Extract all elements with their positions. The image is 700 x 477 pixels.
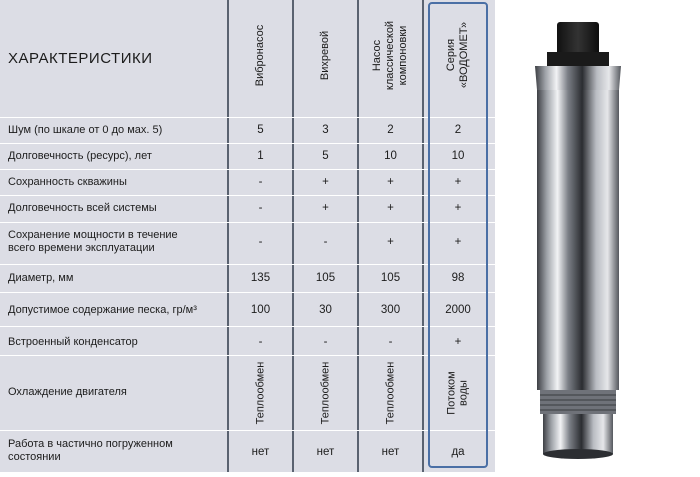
table-cell: - (323, 236, 328, 248)
pump-body (537, 90, 619, 390)
table-cell: 1 (257, 150, 264, 162)
table-cell: 2 (454, 124, 462, 136)
row-label-well-safety: Сохранность скважины (8, 175, 127, 188)
row-divider (0, 169, 495, 170)
table-cell: 98 (451, 272, 465, 284)
table-cell: + (387, 236, 394, 248)
table-cell: - (258, 176, 263, 188)
pump-image (495, 0, 700, 472)
table-cell: - (258, 336, 263, 348)
row-label-motor-cooling: Охлаждение двигателя (8, 385, 127, 398)
row-label-sand-content: Допустимое содержание песка, гр/м³ (8, 303, 197, 316)
table-cell: нет (251, 446, 270, 458)
table-cell: + (454, 236, 462, 248)
pump-collar (547, 52, 609, 66)
table-cell: 10 (451, 150, 465, 162)
row-divider (0, 355, 495, 356)
row-label-capacitor: Встроенный конденсатор (8, 335, 138, 348)
row-label-diameter: Диаметр, мм (8, 271, 74, 284)
column-header-vodomet: Серия «ВОДОМЕТ» (445, 21, 471, 89)
table-cell: 5 (257, 124, 264, 136)
row-divider (0, 195, 495, 196)
column-header-vortex: Вихревой (318, 30, 331, 80)
table-cell: 5 (322, 150, 329, 162)
table-cell: нет (316, 446, 335, 458)
table-title: ХАРАКТЕРИСТИКИ (8, 50, 153, 67)
table-cell: + (322, 176, 329, 188)
table-cell: + (322, 202, 329, 214)
table-cell: 135 (250, 272, 271, 284)
table-cell: - (258, 236, 263, 248)
row-divider (0, 326, 495, 327)
pump-head (535, 66, 621, 90)
table-cell: Теплообмен (254, 361, 267, 425)
row-label-noise: Шум (по шкале от 0 до мах. 5) (8, 123, 163, 136)
row-label-power-retention: Сохранение мощности в течение всего времени эксплуатации (8, 229, 178, 254)
table-cell: - (258, 202, 263, 214)
column-header-vibro: Вибронасос (253, 24, 266, 86)
table-cell: - (388, 336, 393, 348)
row-divider (0, 143, 495, 144)
table-cell: + (454, 336, 462, 348)
column-divider (422, 0, 424, 472)
row-divider (0, 430, 495, 431)
table-cell: + (454, 176, 462, 188)
table-cell: - (323, 336, 328, 348)
table-cell: 105 (380, 272, 401, 284)
row-divider (0, 264, 495, 265)
table-cell: 2000 (445, 304, 471, 316)
row-label-lifetime: Долговечность (ресурс), лет (8, 149, 152, 162)
table-cell: + (387, 202, 394, 214)
table-cell: да (451, 446, 465, 458)
row-divider (0, 117, 495, 118)
pump-bottom (543, 414, 613, 454)
table-cell: Теплообмен (319, 361, 332, 425)
row-divider (0, 222, 495, 223)
pump-outlet-cap (557, 22, 599, 56)
column-header-classic: Насос классической компоновки (371, 20, 410, 90)
vodomet-column-highlight (428, 2, 488, 468)
table-cell: Потоком воды (446, 371, 470, 415)
submersible-pump-illustration (495, 0, 700, 472)
table-cell: 100 (250, 304, 271, 316)
table-cell: 2 (387, 124, 394, 136)
table-cell: 3 (322, 124, 329, 136)
row-divider (0, 292, 495, 293)
table-cell: 10 (384, 150, 397, 162)
table-cell: 30 (319, 304, 332, 316)
table-cell: + (454, 202, 462, 214)
row-label-system-lifetime: Долговечность всей системы (8, 201, 157, 214)
table-cell: + (387, 176, 394, 188)
row-label-partial-submersion: Работа в частично погруженном состоянии (8, 438, 173, 463)
table-cell: нет (381, 446, 400, 458)
table-cell: 300 (380, 304, 401, 316)
table-cell: 105 (315, 272, 336, 284)
table-cell: Теплообмен (384, 361, 397, 425)
